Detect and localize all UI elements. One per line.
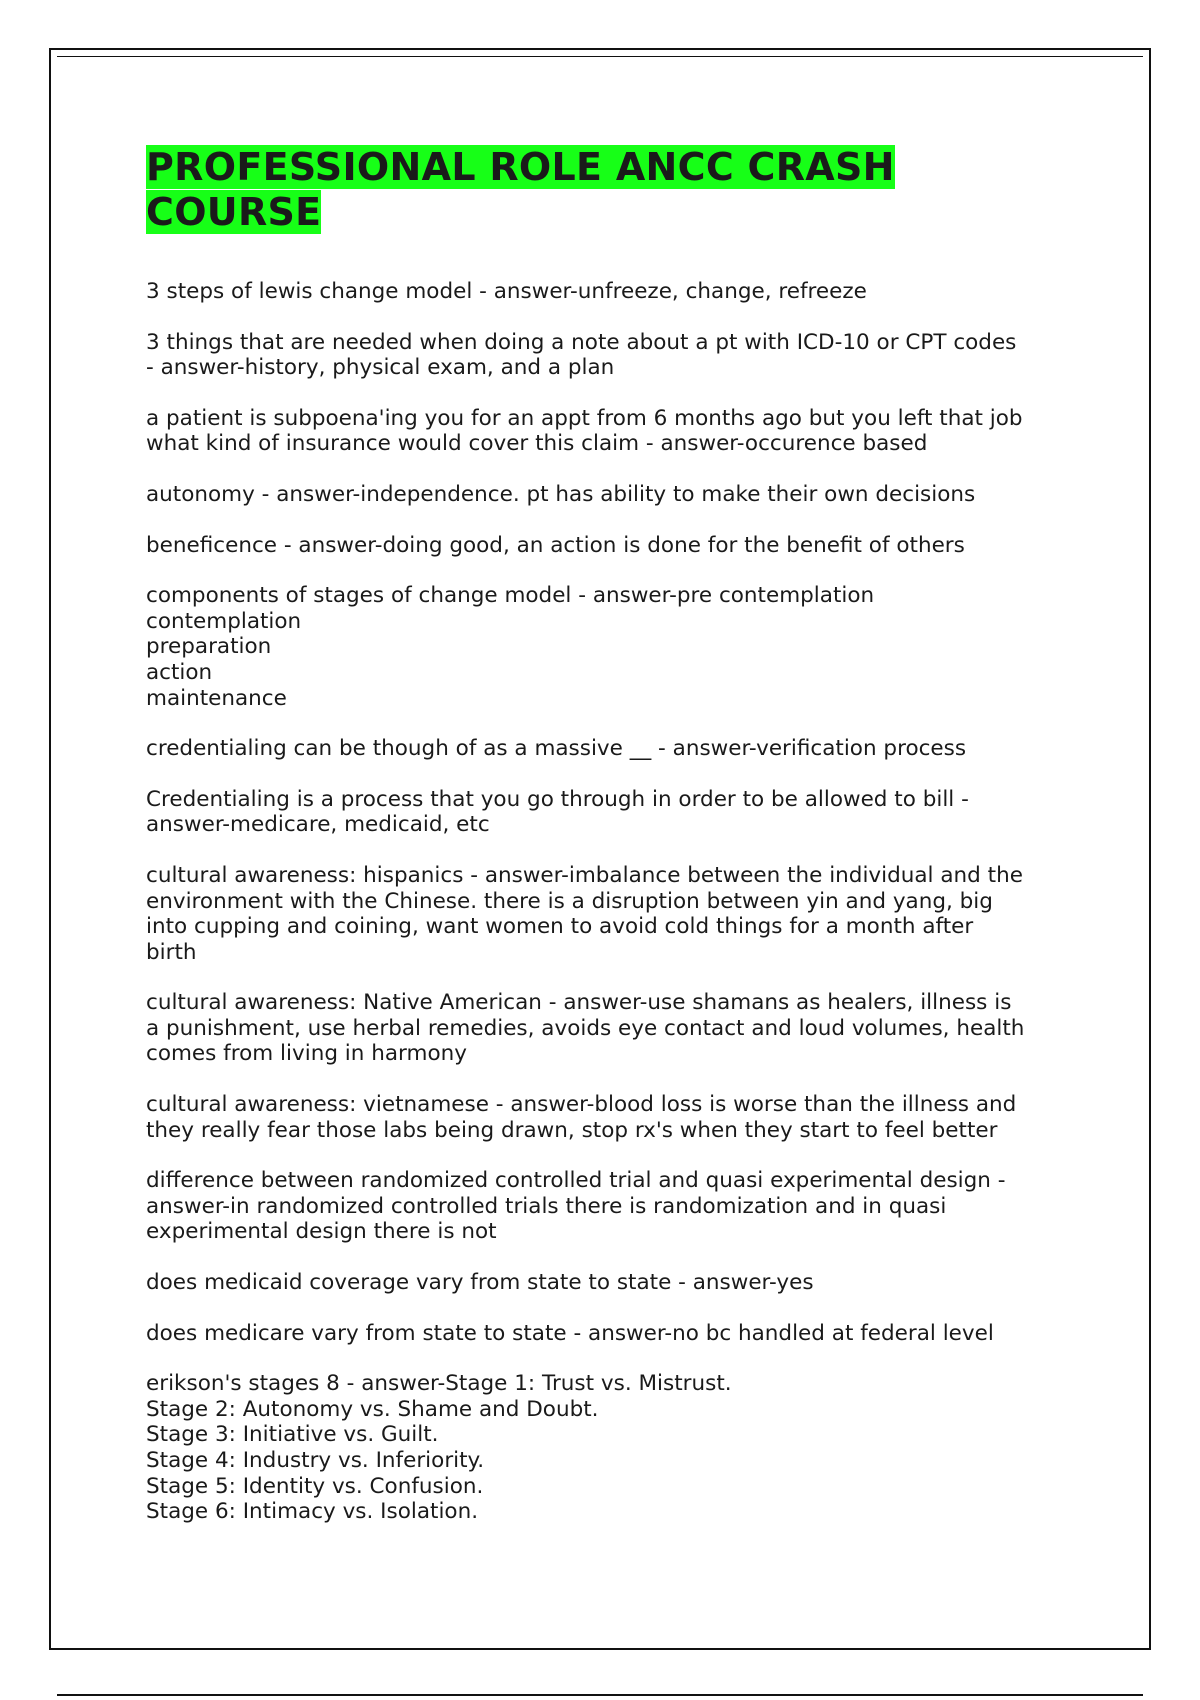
qa-entry: a patient is subpoena'ing you for an appt from 6 months ago but you left that job what kind of insurance would cover this claim - answer-occurence based: [146, 405, 1023, 457]
qa-entry: 3 things that are needed when doing a note about a pt with ICD-10 or CPT codes - answer-history, physical exam, and a plan: [146, 329, 1017, 381]
qa-entry: credentialing can be though of as a massive __ - answer-verification process: [146, 736, 967, 762]
page-top-rule: [57, 56, 1143, 57]
qa-entry: autonomy - answer-independence. pt has ability to make their own decisions: [146, 481, 976, 507]
qa-entry: does medicare vary from state to state - answer-no bc handled at federal level: [146, 1320, 994, 1346]
qa-entry: components of stages of change model - answer-pre contemplation contemplation preparation action maintenance: [146, 583, 875, 711]
document-title: [146, 145, 1066, 235]
qa-entry: cultural awareness: hispanics - answer-imbalance between the individual and the environment with the Chinese. there is a disruption between yin and yang, big into cupping and coining, want women to avoid cold things for a month after birth: [146, 862, 1023, 965]
next-page-top-rule: [57, 1694, 1143, 1696]
document-body: [146, 145, 1066, 1550]
qa-entry: beneficence - answer-doing good, an action is done for the benefit of others: [146, 532, 965, 558]
qa-entry: cultural awareness: vietnamese - answer-blood loss is worse than the illness and they really fear those labs being drawn, stop rx's when they start to feel better: [146, 1092, 1017, 1143]
qa-entry: does medicaid coverage vary from state to state - answer-yes: [146, 1270, 814, 1296]
qa-entry: erikson's stages 8 - answer-Stage 1: Trust vs. Mistrust. Stage 2: Autonomy vs. Shame and Doubt. Stage 3: Initiative vs. Guilt. Stage 4: Industry vs. Inferiority. Stage 5: Identity vs. Confusion. Stage 6: Intimacy vs. Isolation.: [146, 1371, 732, 1525]
qa-entry: 3 steps of lewis change model - answer-unfreeze, change, refreeze: [146, 279, 867, 304]
document-title-text: PROFESSIONAL ROLE ANCC CRASH COURSE: [146, 145, 895, 234]
qa-entry: cultural awareness: Native American - answer-use shamans as healers, illness is a punishment, use herbal remedies, avoids eye contact and loud volumes, health comes from living in harmony: [146, 990, 1025, 1067]
qa-entry: Credentialing is a process that you go through in order to be allowed to bill - answer-medicare, medicaid, etc: [146, 786, 969, 838]
qa-entry: difference between randomized controlled trial and quasi experimental design - answer-in randomized controlled trials there is randomization and in quasi experimental design there is not: [146, 1168, 1006, 1245]
